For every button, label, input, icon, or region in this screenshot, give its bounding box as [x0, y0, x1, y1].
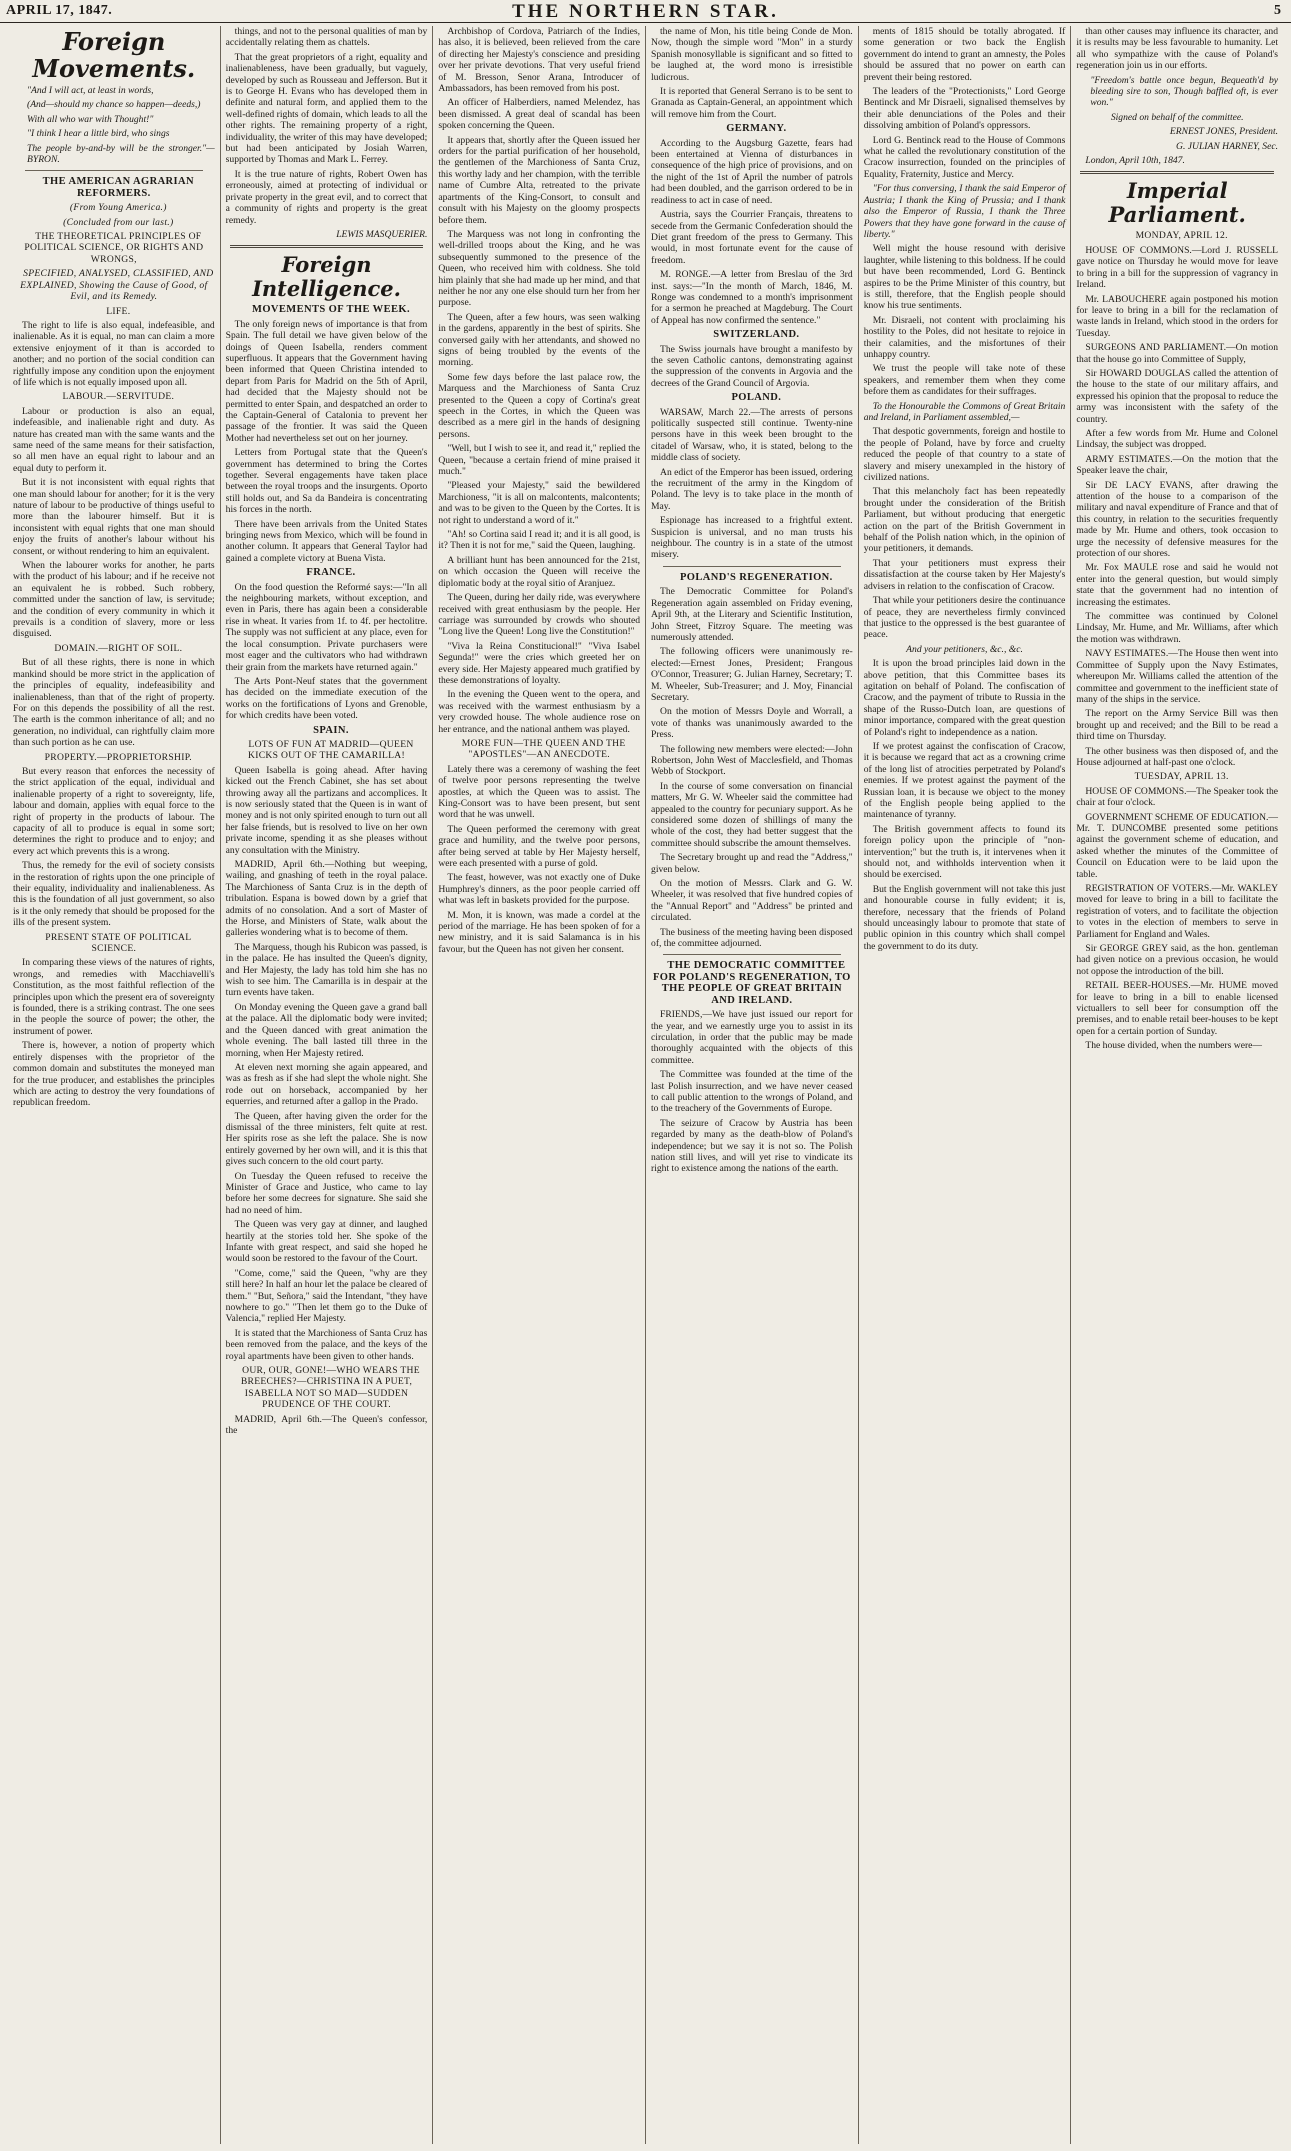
column-2 [221, 26, 434, 2144]
paragraph: But the English government will not take this just and honourable course in fully evident; it is, therefore, necessary that the friends of Poland should unceasingly labour to promote that state of public opinion in this country which shall compel the government to do its duty. [863, 883, 1066, 952]
paragraph: In the course of some conversation on financial matters, Mr G. W. Wheeler said the committee had appealed to the country for pecuniary support. As he considered some dozen of shillings of many the whole of the cost, they had better suggest that the committee should subscribe the amount themselves. [651, 780, 853, 849]
epigraph-line: "And I will act, at least in words, [27, 85, 154, 96]
paragraph: That while your petitioners desire the continuance of peace, they are nevertheless firmly convinced that justice to the oppressed is the best guarantee of peace. [863, 595, 1066, 641]
section-heading: THE DEMOCRATIC COMMITTEE FOR POLAND'S REGENERATION, TO THE PEOPLE OF GREAT BRITAIN AND IRELAND. [652, 960, 851, 1006]
subsection-heading: LIFE. [106, 305, 131, 317]
paragraph: That despotic governments, foreign and hostile to the people of Poland, have by force and cruelty reduced the people of that country to a state of slavery and misery unexampled in the history of civilized nations. [863, 426, 1066, 484]
paragraph: RETAIL BEER-HOUSES.—Mr. HUME moved for leave to bring in a bill to enable licensed victuallers to sell beer for consumption off the premises, and to enable retail beer-houses to be kept open for a certain portion of Sunday. [1076, 980, 1279, 1037]
signature-secretary: G. JULIAN HARNEY, Sec. [1176, 140, 1279, 152]
paragraph: There have been arrivals from the United States bringing news from Mexico, which will be found in another column. It appears that General Taylor had gained a complete victory at Buena Vista. [225, 518, 428, 564]
paragraph: If we protest against the confiscation of Cracow, it is because we regard that act as a crowning crime of the long list of atrocities perpetrated by Poland's enemies. If we protest against the payment of the Russian loan, it is because we object to the money of the English people being applied to the maintenance of tyranny. [863, 740, 1066, 821]
country-heading: SPAIN. [313, 724, 349, 736]
paragraph: M. RONGE.—A letter from Breslau of the 3rd inst. says:—"In the month of March, 1846, M. Ronge was condemned to a month's imprisonment for a sermon he preached at Magdeburg. The Court of Appeal has now confirmed the sentence." [651, 269, 853, 326]
column-6 [1071, 26, 1283, 2144]
date-heading: TUESDAY, APRIL 13. [1134, 771, 1229, 783]
petition-address: To the Honourable the Commons of Great Britain and Ireland, in Parliament assembled,— [863, 400, 1066, 423]
paragraph: WARSAW, March 22.—The arrests of persons politically suspected still continue. Twenty-nine persons have in this week been brought to the citadel of Warsaw, who, it is stated, belong to the middle class of society. [651, 406, 853, 464]
continuation-note: (Concluded from our last.) [63, 216, 174, 228]
paragraph: The Marquess, though his Rubicon was passed, is in the palace. He has insulted the Queen's dignity, and Her Majesty, the lady has told him she has no wish to see him. The Camarilla is in despair at the turn events have taken. [225, 941, 428, 999]
paragraph: An edict of the Emperor has been issued, ordering the recruitment of the army in the Kingdom of Poland. The levy is to take place in the month of May. [651, 466, 853, 512]
paragraph: It appears that, shortly after the Queen issued her orders for the partial purification of her household, the gentlemen of the Marchioness of Santa Cruz, this worthy lady and her champion, with the terrible name of Cumbre Alta, retreated to the private apartments of the King-Consort, to consult and consult with his Majesty on the gloomy prospects before them. [438, 134, 641, 226]
epigraph-line: With all who war with Thought!" [27, 113, 154, 125]
divider [25, 170, 203, 171]
paragraph: There is, however, a notion of property which entirely dispenses with the proprietor of the common domain and substitutes the moneyed man for the true producer, and establishes the principles which are acting to destroy the very foundations of republican freedom. [13, 1040, 215, 1109]
paragraph: The Swiss journals have brought a manifesto by the seven Catholic cantons, demonstrating against the suppression of the convents in Argovia and the decrees of the Grand Council of Argovia. [651, 343, 853, 389]
paragraph: According to the Augsburg Gazette, fears had been entertained at Vienna of disturbances in consequence of the high price of provisions, and on the night of the 1st of April the number of patrols had been doubled, and the garrison ordered to be in readiness to act in case of need. [651, 137, 853, 206]
column-1 [8, 26, 221, 2144]
paragraph: things, and not to the personal qualities of man by accidentally relating them as chattels. [225, 26, 428, 49]
column-5 [859, 26, 1072, 2144]
paragraph: In the evening the Queen went to the opera, and was received with the warmest enthusiasm by a very crowded house. The whole audience rose on her entrance, and the national anthem was played. [438, 689, 641, 735]
signature-line: Signed on behalf of the committee. [1110, 111, 1244, 123]
foreign-movements-heading: Foreign Movements. [32, 27, 196, 83]
section-heading: MOVEMENTS OF THE WEEK. [252, 304, 410, 316]
paragraph: Sir DE LACY EVANS, after drawing the attention of the house to a comparison of the military and naval expenditure of France and that of this country, in relation to the securities frequently made by Mr. Hume and others, took occasion to urge the necessity of defensive measures for the protection of our shores. [1076, 479, 1279, 560]
paragraph: It is stated that the Marchioness of Santa Cruz has been removed from the palace, and the keys of the royal apartments have been given to other hands. [225, 1327, 428, 1362]
country-heading: FRANCE. [306, 567, 356, 579]
paragraph: Mr. Disraeli, not content with proclaiming his hostility to the Poles, did not hesitate to rejoice in their calamities, and the misfortunes of their unhappy country. [863, 314, 1066, 360]
paragraph: HOUSE OF COMMONS.—The Speaker took the chair at four o'clock. [1076, 785, 1279, 809]
paragraph: On Monday evening the Queen gave a grand ball at the palace. All the diplomatic body were invited; and the Queen danced with great animation the whole evening. The ball lasted till three in the morning, when Her Majesty retired. [225, 1001, 428, 1059]
paragraph: Queen Isabella is going ahead. After having kicked out the French Cabinet, she has set about throwing away all the partizans and accomplices. It is now seriously stated that the Queen is in want of money and is not only spirited enough to turn out all her false friends, but is resolved to live on her own private income, spending it as she pleases without any consultation with the Ministry. [225, 764, 428, 856]
paragraph: the name of Mon, his title being Conde de Mon. Now, though the simple word "Mon" in a sturdy Spanish monosyllable is significant and so fitted to be laughed at, the word mono is irresistible ludicrous. [651, 26, 853, 83]
signature-date: London, April 10th, 1847. [1085, 155, 1185, 167]
paragraph: than other causes may influence its character, and it is results may be less favourable to humanity. Let all who sympathize with the cause of Poland's regeneration join us in our efforts. [1076, 26, 1279, 72]
paragraph: On the food question the Reformé says:—"In all the neighbouring markets, without exception, and even in Paris, there has again been a considerable rise in wheat. It varies from 1f. to 4f. per hectolitre. The supply was not sufficient at any place, even for the local consumption. Private purchasers were most eager and the cultivators who had withdrawn their grain from the markets have returned again." [225, 581, 428, 673]
paragraph: Sir GEORGE GREY said, as the hon. gentleman had given notice on a previous occasion, he would not oppose the introduction of the bill. [1076, 943, 1279, 977]
paragraph: MADRID, April 6th.—Nothing but weeping, wailing, and gnashing of teeth in the royal palace. The Marchioness of Santa Cruz is in the depth of tribulation. Espana is bowed down by a grief that admits of no consolation. And a sort of Master of the Horse, and Ministers of State, walk about the galleries wondering what is to become of them. [225, 859, 428, 939]
paragraph: The Arts Pont-Neuf states that the government has decided on the immediate execution of the works on the fortifications of Lyons and Grenoble, for which credits have been voted. [225, 675, 428, 722]
paragraph: The Queen performed the ceremony with great grace and humility, and the twelve poor persons, after being served at table by Her Majesty herself, were each presented with a purse of gold. [438, 823, 641, 870]
paragraph: The following new members were elected:—John Robertson, John West of Macclesfield, and Thomas Webb of Stockport. [651, 743, 853, 778]
paragraph: HOUSE OF COMMONS.—Lord J. RUSSELL gave notice on Thursday he would move for leave to bring in a bill for the suppression of vagrancy in Ireland. [1076, 244, 1279, 291]
section-heading: THE AMERICAN AGRARIAN REFORMERS. [42, 176, 194, 199]
paragraph: It is reported that General Serrano is to be sent to Granada as Captain-General, an appointment which will remove him from the Court. [651, 86, 853, 120]
paragraph: The Queen, after a few hours, was seen walking in the gardens, apparently in the best of spirits. She conversed gaily with her attendants, and showed no signs of being troubled by the events of the morning. [438, 311, 641, 369]
paragraph: But every reason that enforces the necessity of the strict application of the equal, individual and inalienable property of a right to sovereignty, life, labour and domain, applies with equal force to the right of property in the products of labour. The capacity of all to produce is equal in some sort; determines the right to produce and to enjoy; and every act which prevents this is a wrong. [13, 765, 215, 857]
paragraph: REGISTRATION OF VOTERS.—Mr. WAKLEY moved for leave to bring in a bill to facilitate the registration of voters, and to facilitate the objection to votes in the election of members to serve in Parliament for England and Wales. [1076, 883, 1279, 940]
paragraph: When the labourer works for another, he parts with the product of his labour; and if he receive not an equivalent he is robbed. Such robbery, committed under the sanction of law, is servitude; and the condition of every community in which it prevails is a condition of slavery, more or less disguised. [13, 560, 215, 640]
paragraph: A brilliant hunt has been announced for the 21st, on which occasion the Queen will receive the diplomatic body at the royal sitio of Aranjuez. [438, 554, 641, 589]
paragraph: ARMY ESTIMATES.—On the motion that the Speaker leave the chair, [1076, 453, 1279, 477]
subsection-heading: PRESENT STATE OF POLITICAL SCIENCE. [45, 931, 192, 955]
page-number: 5 [1274, 3, 1281, 18]
paragraph: "Come, come," said the Queen, "why are they still here? In half an hour let the palace be cleared of them." "But, Señora," said the Intendant, "they have nowhere to go." "Then let them go to the Duke of Valencia," replied Her Majesty. [225, 1267, 428, 1325]
paragraph: "Well, but I wish to see it, and read it," replied the Queen, "because a certain friend of mine praised it much." [438, 443, 641, 478]
issue-date: APRIL 17, 1847. [6, 3, 113, 18]
paragraph: It is upon the broad principles laid down in the above petition, that this Committee bases its agitation on behalf of Poland. The confiscation of Cracow, and the payment of tribute to Russia in the shape of the Russo-Dutch loan, are questions of minor importance, compared with the great question of Poland's right to independence as a nation. [863, 658, 1066, 738]
paragraph: The business of the meeting having been disposed of, the committee adjourned. [651, 926, 853, 950]
epigraph-line: The people by-and-by will be the stronger."—BYRON. [27, 142, 215, 166]
paragraph: The feast, however, was not exactly one of Duke Humphrey's dinners, as the poor people carried off what was left in baskets provided for the purpose. [438, 872, 641, 907]
paragraph: It is the true nature of rights, Robert Owen has erroneously, aimed at protecting of individual or private property in the great evil, and to correct that a community of rights and property is the great remedy. [225, 168, 428, 226]
petition-prayer: And your petitioners, &c., &c. [906, 643, 1023, 655]
article-subtitle: SPECIFIED, ANALYSED, CLASSIFIED, AND EXPLAINED, Showing the Cause of Good, of Evil, and its Remedy. [20, 268, 214, 303]
paragraph: "Viva la Reina Constitucional!" "Viva Isabel Segunda!" were the cries which greeted her on every side. Her Majesty appeared much gratified by these demonstrations of loyalty. [438, 640, 641, 686]
paragraph: "Pleased your Majesty," said the bewildered Marchioness, "it is all on malcontents, malcontents; and was to be given to the Queen by the Cortes. It is not right to understand a word of it." [438, 480, 641, 526]
paragraph: Thus, the remedy for the evil of society consists in the restoration of rights upon the one principle of their equality, individuality and inalienableness. As this is the foundation of all just government, so also is it the only remedy that should be proposed for the ills of the present system. [13, 860, 215, 929]
paragraph: NAVY ESTIMATES.—The House then went into Committee of Supply upon the Navy Estimates, whereupon Mr. Williams called the attention of the committee and government to the inefficient state of many of the ships in the service. [1076, 648, 1279, 705]
paragraph: SURGEONS AND PARLIAMENT.—On motion that the house go into Committee of Supply, [1076, 342, 1279, 365]
divider [230, 245, 424, 248]
quotation: "For thus conversing, I thank the said Emperor of Austria; I thank the King of Prussia; and I thank also the Emperor of Russia, I thank the Three Powers that they have gone forward in the cause of liberty." [863, 183, 1066, 240]
country-heading: SWITZERLAND. [713, 329, 800, 341]
paragraph: GOVERNMENT SCHEME OF EDUCATION.—Mr. T. DUNCOMBE presented some petitions against the government scheme of education, and asked whether the minutes of the Committee of Council on Education were to be laid upon the table. [1076, 811, 1279, 880]
paragraph: But it is not inconsistent with equal rights that one man should labour for another; for it is the very nature of labour to be productive of things useful to more than the labourer himself. But it is inconsistent with equal rights that one man should enjoy the fruits of another's labour without his consent, or without rendering to him an equivalent. [13, 477, 215, 557]
paragraph: Some few days before the last palace row, the Marquess and the Marchioness of Santa Cruz presented to the Queen a copy of Cortina's great speech in the Cortes, in which the Queen was described as a mere girl in the hands of designing persons. [438, 371, 641, 440]
paragraph: That your petitioners must express their dissatisfaction at the course taken by Her Majesty's advisers in relation to the confiscation of Cracow. [863, 557, 1066, 592]
divider [663, 954, 841, 955]
foreign-intelligence-heading: Foreign Intelligence. [252, 252, 401, 302]
source-line: (From Young America.) [69, 202, 167, 214]
paragraph: The house divided, when the numbers were— [1085, 1040, 1262, 1052]
paragraph: Espionage has increased to a frightful extent. Suspicion is universal, and no man trusts his neighbour. The country is in a state of the utmost misery. [651, 515, 853, 561]
paragraph: The Queen was very gay at dinner, and laughed heartily at the stories told her. She spoke of the Infante with great respect, and said she hoped he would soon be restored to the favour of the Court. [225, 1219, 428, 1265]
paragraph: Labour or production is also an equal, indefeasible, and inalienable right and duty. As nature has created man with the same wants and the same need of the same means for their satisfaction, so all men have an equal right to labour and an equal duty to perform it. [13, 405, 215, 474]
paragraph: The other business was then disposed of, and the House adjourned at half-past one o'clock. [1076, 745, 1279, 768]
signature-president: ERNEST JONES, President. [1169, 126, 1279, 138]
subsection-heading: PROPERTY.—PROPRIETORSHIP. [44, 751, 192, 763]
paragraph: Sir HOWARD DOUGLAS called the attention of the house to the state of our military affairs, and expressed his opinion that the proposal to reduce the army was inconsistent with the safety of the country. [1076, 367, 1279, 425]
paragraph: On the motion of Messrs. Clark and G. W. Wheeler, it was resolved that five hundred copies of the "Annual Report" and "Address" be printed and circulated. [651, 878, 853, 924]
paragraph: Archbishop of Cordova, Patriarch of the Indies, has also, it is believed, been relieved from the care of directing her Majesty's conscience and presiding over her private devotions. That very useful friend of M. Bresson, Senor Arana, Introducer of Ambassadors, has been removed from his post. [438, 26, 641, 95]
paragraph: "Ah! so Cortina said I read it; and it is all good, is it? Then it is not for me," said the Queen, laughing. [438, 529, 641, 552]
divider [663, 566, 841, 567]
column-3 [433, 26, 646, 2144]
verse-quote: "Freedom's battle once begun, Bequeath'd by bleeding sire to son, Though baffled oft, is ever won." [1090, 74, 1279, 109]
section-heading: POLAND'S REGENERATION. [679, 571, 833, 583]
newspaper-page [8, 26, 1283, 2144]
paragraph: After a few words from Mr. Hume and Colonel Lindsay, the subject was dropped. [1076, 427, 1279, 451]
paragraph: FRIENDS,—We have just issued our report for the year, and we earnestly urge you to assist in its circulation, in order that the public may be made thoroughly acquainted with the objects of this committee. [651, 1009, 853, 1066]
paragraph: The Marquess was not long in confronting the well-drilled troops about the King, and he was subsequently summoned to the presence of the Queen, who received him with coldness. She told him plainly that she had made up her mind, and that neither he nor any one else should turn her from her purpose. [438, 228, 641, 309]
column-4 [646, 26, 859, 2144]
paragraph: The committee was continued by Colonel Lindsay, Mr. Hume, and Mr. Williams, after which the motion was withdrawn. [1076, 611, 1279, 645]
article-title: THE THEORETICAL PRINCIPLES OF POLITICAL SCIENCE, OR RIGHTS AND WRONGS, [24, 231, 204, 265]
paragraph: Mr. Fox MAULE rose and said he would not enter into the general question, but would simply state that the government had no intention of increasing the estimates. [1076, 562, 1279, 608]
newspaper-title: THE NORTHERN STAR. [512, 1, 779, 22]
paragraph: The Democratic Committee for Poland's Regeneration again assembled on Friday evening, April 9th, at the Literary and Scientific Institution, John Street, Fitzroy Square. The meeting was numerously attended. [651, 586, 853, 643]
paragraph: M. Mon, it is known, was made a cordel at the period of the marriage. He has been spoken of for a new ministry, and it is said Salamanca is in his favour, but the Queen has not given her consent. [438, 909, 641, 955]
paragraph: Austria, says the Courrier Français, threatens to secede from the Germanic Confederation should the Diet grant freedom of the press to Germany. This would, in most fortunate event for the cause of freedom. [651, 209, 853, 266]
paragraph: The Queen, after having given the order for the dismissal of the three ministers, felt quite at rest. Her spirits rose as she left the palace. She is now entirely governed by her own will, and it is this that gives such concern to the old court party. [225, 1110, 428, 1168]
paragraph: The British government affects to found its foreign policy upon the principle of "non-intervention;" but the truth is, it intervenes when it should not, and withholds intervention when it should be exercised. [863, 823, 1066, 881]
paragraph: Letters from Portugal state that the Queen's government has determined to bring the Cortes together. Several engagements have taken place between the royal troops and the insurgents. Oporto still holds out, and Sa da Bandeira is concentrating his forces in the north. [225, 447, 428, 516]
epigraph-line: "I think I hear a little bird, who sings [27, 128, 170, 140]
paragraph: In comparing these views of the natures of rights, wrongs, and remedies with Macchiavelli's Constitution, as the most faithful reflection of the principles upon which the present era of sovereignty is founded, there is a striking contrast. The one sees in the people the source of power; the other, the instrument of power. [13, 957, 215, 1037]
paragraph: Lord G. Bentinck read to the House of Commons what he called the revolutionary constitution of the Cracow insurrection, founded on the principles of Equality, Fraternity, Justice and Mercy. [863, 134, 1066, 180]
paragraph: The right to life is also equal, indefeasible, and inalienable. As it is equal, no man can claim a more extensive enjoyment of it than is accorded to another; and no portion of the social condition can rightfully impose any condition upon the enjoyment of life which is not equally imposed upon all. [13, 319, 215, 388]
paragraph: The leaders of the "Protectionists," Lord George Bentinck and Mr Disraeli, signalised themselves by their able denunciations of the Poles and their dissolving ambition of Poland's oppressors. [863, 86, 1066, 132]
paragraph: MADRID, April 6th.—The Queen's confessor, the [225, 1413, 428, 1437]
paragraph: The Queen, during her daily ride, was everywhere received with great enthusiasm by the people. Her carriage was surrounded by crowds who shouted "Long live the Queen! Long live the Constitution!" [438, 592, 641, 638]
paragraph: On Tuesday the Queen refused to receive the Minister of Grace and Justice, who came to lay before her some decrees for signature. She said she had no need of him. [225, 1170, 428, 1216]
paragraph: The Secretary brought up and read the "Address," given below. [651, 852, 853, 875]
subsection-heading: OUR, OUR, GONE!—WHO WEARS THE BREECHES?—CHRISTINA IN A PUET, ISABELLA NOT SO MAD—SUDDEN PRUDENCE OF THE COURT. [240, 1365, 420, 1411]
paragraph: On the motion of Messrs Doyle and Worrall, a vote of thanks was unanimously awarded to the Press. [651, 706, 853, 741]
paragraph: The only foreign news of importance is that from Spain. The full detail we have given below of the doings of Queen Isabella, renders comment superfluous. It appears that the Government having been informed that Queen Christina intended to depart from Paris for Madrid on the 5th of April, had decided that the Majesty should not be permitted to enter Spain, and despatched an order to the Captain-General of Catalonia to prevent her passage of the frontier. It was said the Queen Mother had nevertheless set out on her journey. [225, 318, 428, 444]
paragraph: That the great proprietors of a right, equality and inalienableness, have been gradually, but vaguely, developed by such as Rousseau and Jefferson. But it is to George H. Evans who has developed them in definite and natural form, and applied them to the well-defined rights of domain, which leads to all the other rights. The remaining property of a right, individuality, the writer of this may have developed; but had been anticipated by Josiah Warren, supported by Thomas and Mark L. Ferrey. [225, 51, 428, 166]
divider [1080, 171, 1274, 174]
subsection-heading: LABOUR.—SERVITUDE. [62, 391, 175, 403]
paragraph: At eleven next morning she again appeared, and was as fresh as if she had slept the whole night. She rode out on horseback, accompanied by her equerries, and returned after a gallop in the Prado. [225, 1061, 428, 1108]
author-signature: LEWIS MASQUERIER. [336, 228, 428, 240]
paragraph: But of all these rights, there is none in which mankind should be more strict in the application of the principles of equality, indefeasibility and inalienableness, than that of the right of property. For on this depends the possibility of all the rest. The earth is the common inheritance of all; and no generation, no individual, can rightfully claim more than such portion as he can use. [13, 657, 215, 749]
paragraph: The report on the Army Service Bill was then brought up and received; and the Bill to be read a third time on Thursday. [1076, 708, 1279, 743]
date-heading: MONDAY, APRIL 12. [1135, 230, 1228, 242]
paragraph: The Committee was founded at the time of the last Polish insurrection, and we have never ceased to call public attention to the wrongs of Poland, and to the treachery of the Governments of Europe. [651, 1069, 853, 1115]
subsection-heading: LOTS OF FUN AT MADRID—QUEEN KICKS OUT OF THE CAMARILLA! [248, 738, 414, 762]
paragraph: ments of 1815 should be totally abrogated. If some generation or two back the English government do intend to grant an amnesty, the Poles should be assured that no power on earth can prevent their being restored. [863, 26, 1066, 83]
masthead [0, 0, 1291, 23]
paragraph: Mr. LABOUCHERE again postponed his motion for leave to bring in a bill for the reclamation of waste lands in Ireland, which stood in the orders for Tuesday. [1076, 293, 1279, 339]
paragraph: The seizure of Cracow by Austria has been regarded by many as the death-blow of Poland's independence; but we say it is not so. The Polish nation still lives, and will yet rise to vindicate its right to existence among the nations of the earth. [651, 1117, 853, 1175]
country-heading: POLAND. [731, 392, 782, 404]
imperial-parliament-heading: Imperial Parliament. [1108, 178, 1246, 228]
epigraph-line: (And—should my chance so happen—deeds,) [27, 99, 201, 111]
paragraph: Lately there was a ceremony of washing the feet of twelve poor persons representing the twelve apostles, at which the Queen was to assist. The King-Consort was to have been present, but sent word that he was unwell. [438, 763, 641, 821]
paragraph: An officer of Halberdiers, named Melendez, has been dismissed. A great deal of scandal has been spoken concerning the Queen. [438, 97, 641, 132]
subsection-heading: MORE FUN—THE QUEEN AND THE "APOSTLES"—AN ANECDOTE. [461, 737, 626, 761]
subsection-heading: DOMAIN.—RIGHT OF SOIL. [54, 642, 183, 654]
country-heading: GERMANY. [726, 123, 787, 135]
paragraph: That this melancholy fact has been repeatedly brought under the consideration of the British Parliament, but without producing that energetic action on the part of the British Government in behalf of the Polish nation which, in the opinion of your petitioners, it demands. [863, 486, 1066, 555]
paragraph: Well might the house resound with derisive laughter, while listening to this boldness. If he could but have been recommended, Lord G. Bentinck aspires to be the Prime Minister of this country, but is still, therefore, that the English people should know his true sentiments. [863, 243, 1066, 312]
paragraph: The following officers were unanimously re-elected:—Ernest Jones, President; Frangous O'Connor, Treasurer; G. Julian Harney, Secretary; T. M. Wheeler, Sub-Treasurer; and J. Moy, Financial Secretary. [651, 646, 853, 703]
paragraph: We trust the people will take note of these speakers, and remember them when they come before them as candidates for their suffrages. [863, 363, 1066, 398]
